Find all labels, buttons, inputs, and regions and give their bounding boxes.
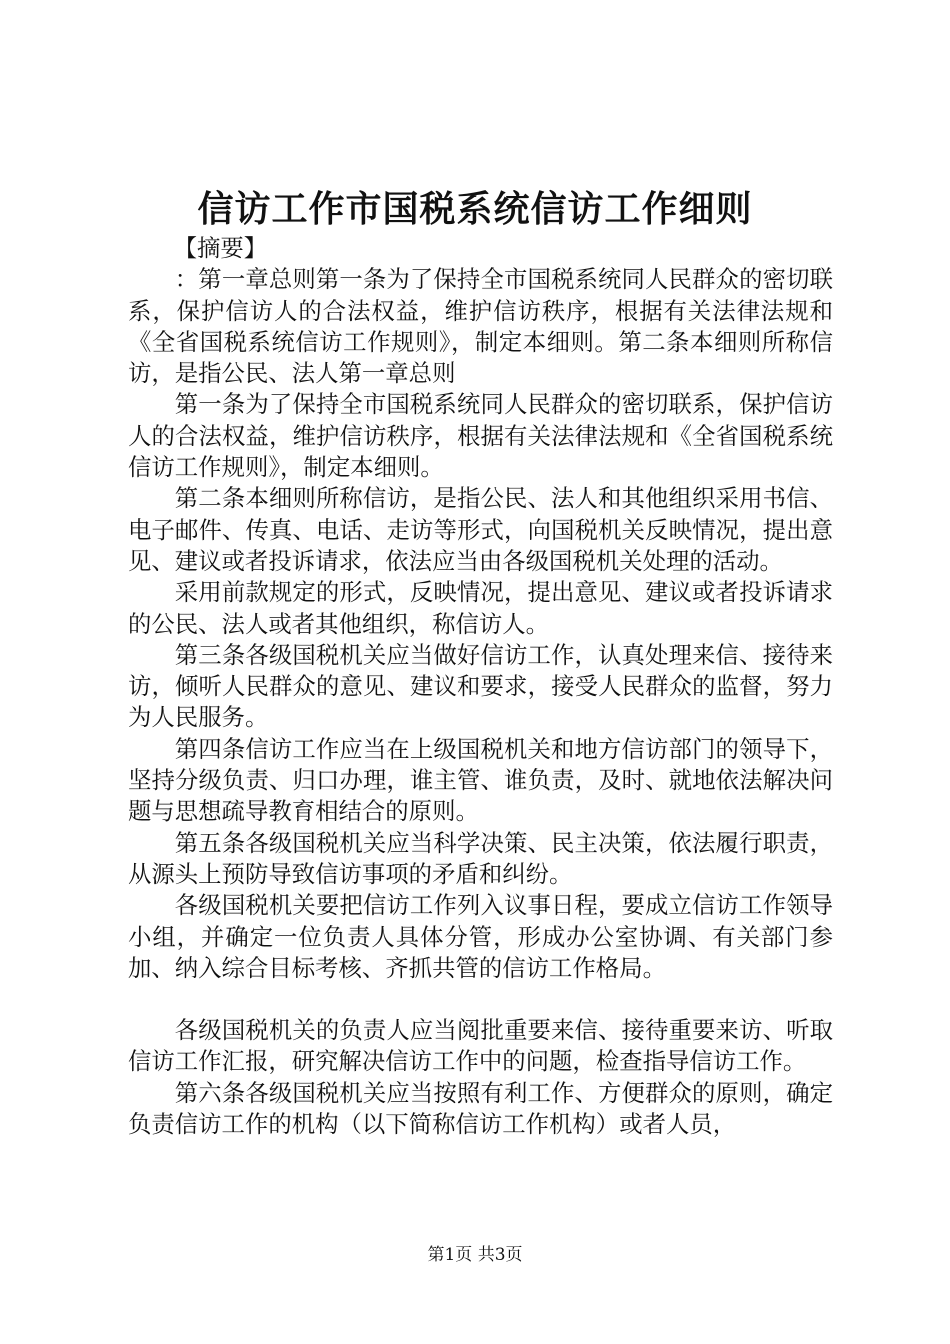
- paragraph-article-5-note-1: 各级国税机关要把信访工作列入议事日程，要成立信访工作领导小组，并确定一位负责人具体分管，形成办公室协调、有关部门参加、纳入综合目标考核、齐抓共管的信访工作格局。: [128, 891, 833, 982]
- paragraph-article-6: 第六条各级国税机关应当按照有利工作、方便群众的原则，确定负责信访工作的机构（以下简称信访工作机构）或者人员，: [128, 1078, 833, 1139]
- summary-label: 【摘要】: [173, 234, 268, 262]
- paragraph-article-2: 第二条本细则所称信访，是指公民、法人和其他组织采用书信、电子邮件、传真、电话、走访等形式，向国税机关反映情况，提出意见、建议或者投诉请求，依法应当由各级国税机关处理的活动。: [128, 484, 833, 575]
- paragraph-article-2-note: 采用前款规定的形式，反映情况，提出意见、建议或者投诉请求的公民、法人或者其他组织，称信访人。: [128, 578, 833, 638]
- page-number: 第1页 共3页: [427, 1245, 523, 1265]
- paragraph-article-1: 第一条为了保持全市国税系统同人民群众的密切联系，保护信访人的合法权益，维护信访秩序，根据有关法律法规和《全省国税系统信访工作规则》，制定本细则。: [128, 390, 833, 482]
- paragraph-article-5-note-2: 各级国税机关的负责人应当阅批重要来信、接待重要来访、听取信访工作汇报，研究解决信访工作中的问题，检查指导信访工作。: [128, 1016, 833, 1076]
- paragraph-article-5: 第五条各级国税机关应当科学决策、民主决策，依法履行职责，从源头上预防导致信访事项的矛盾和纠纷。: [128, 828, 833, 888]
- document-body: [128, 233, 833, 1140]
- paragraph-article-3: 第三条各级国税机关应当做好信访工作，认真处理来信、接待来访，倾听人民群众的意见、建议和要求，接受人民群众的监督，努力为人民服务。: [128, 640, 833, 732]
- document-title: 信访工作市国税系统信访工作细则: [197, 188, 753, 230]
- paragraph-summary: ：第一章总则第一条为了保持全市国税系统同人民群众的密切联系，保护信访人的合法权益，维护信访秩序，根据有关法律法规和《全省国税系统信访工作规则》，制定本细则。第二条本细则所称信访，是指公民、法人第一章总则: [128, 265, 833, 388]
- paragraph-article-4: 第四条信访工作应当在上级国税机关和地方信访部门的领导下，坚持分级负责、归口办理，谁主管、谁负责，及时、就地依法解决问题与思想疏导教育相结合的原则。: [128, 734, 833, 826]
